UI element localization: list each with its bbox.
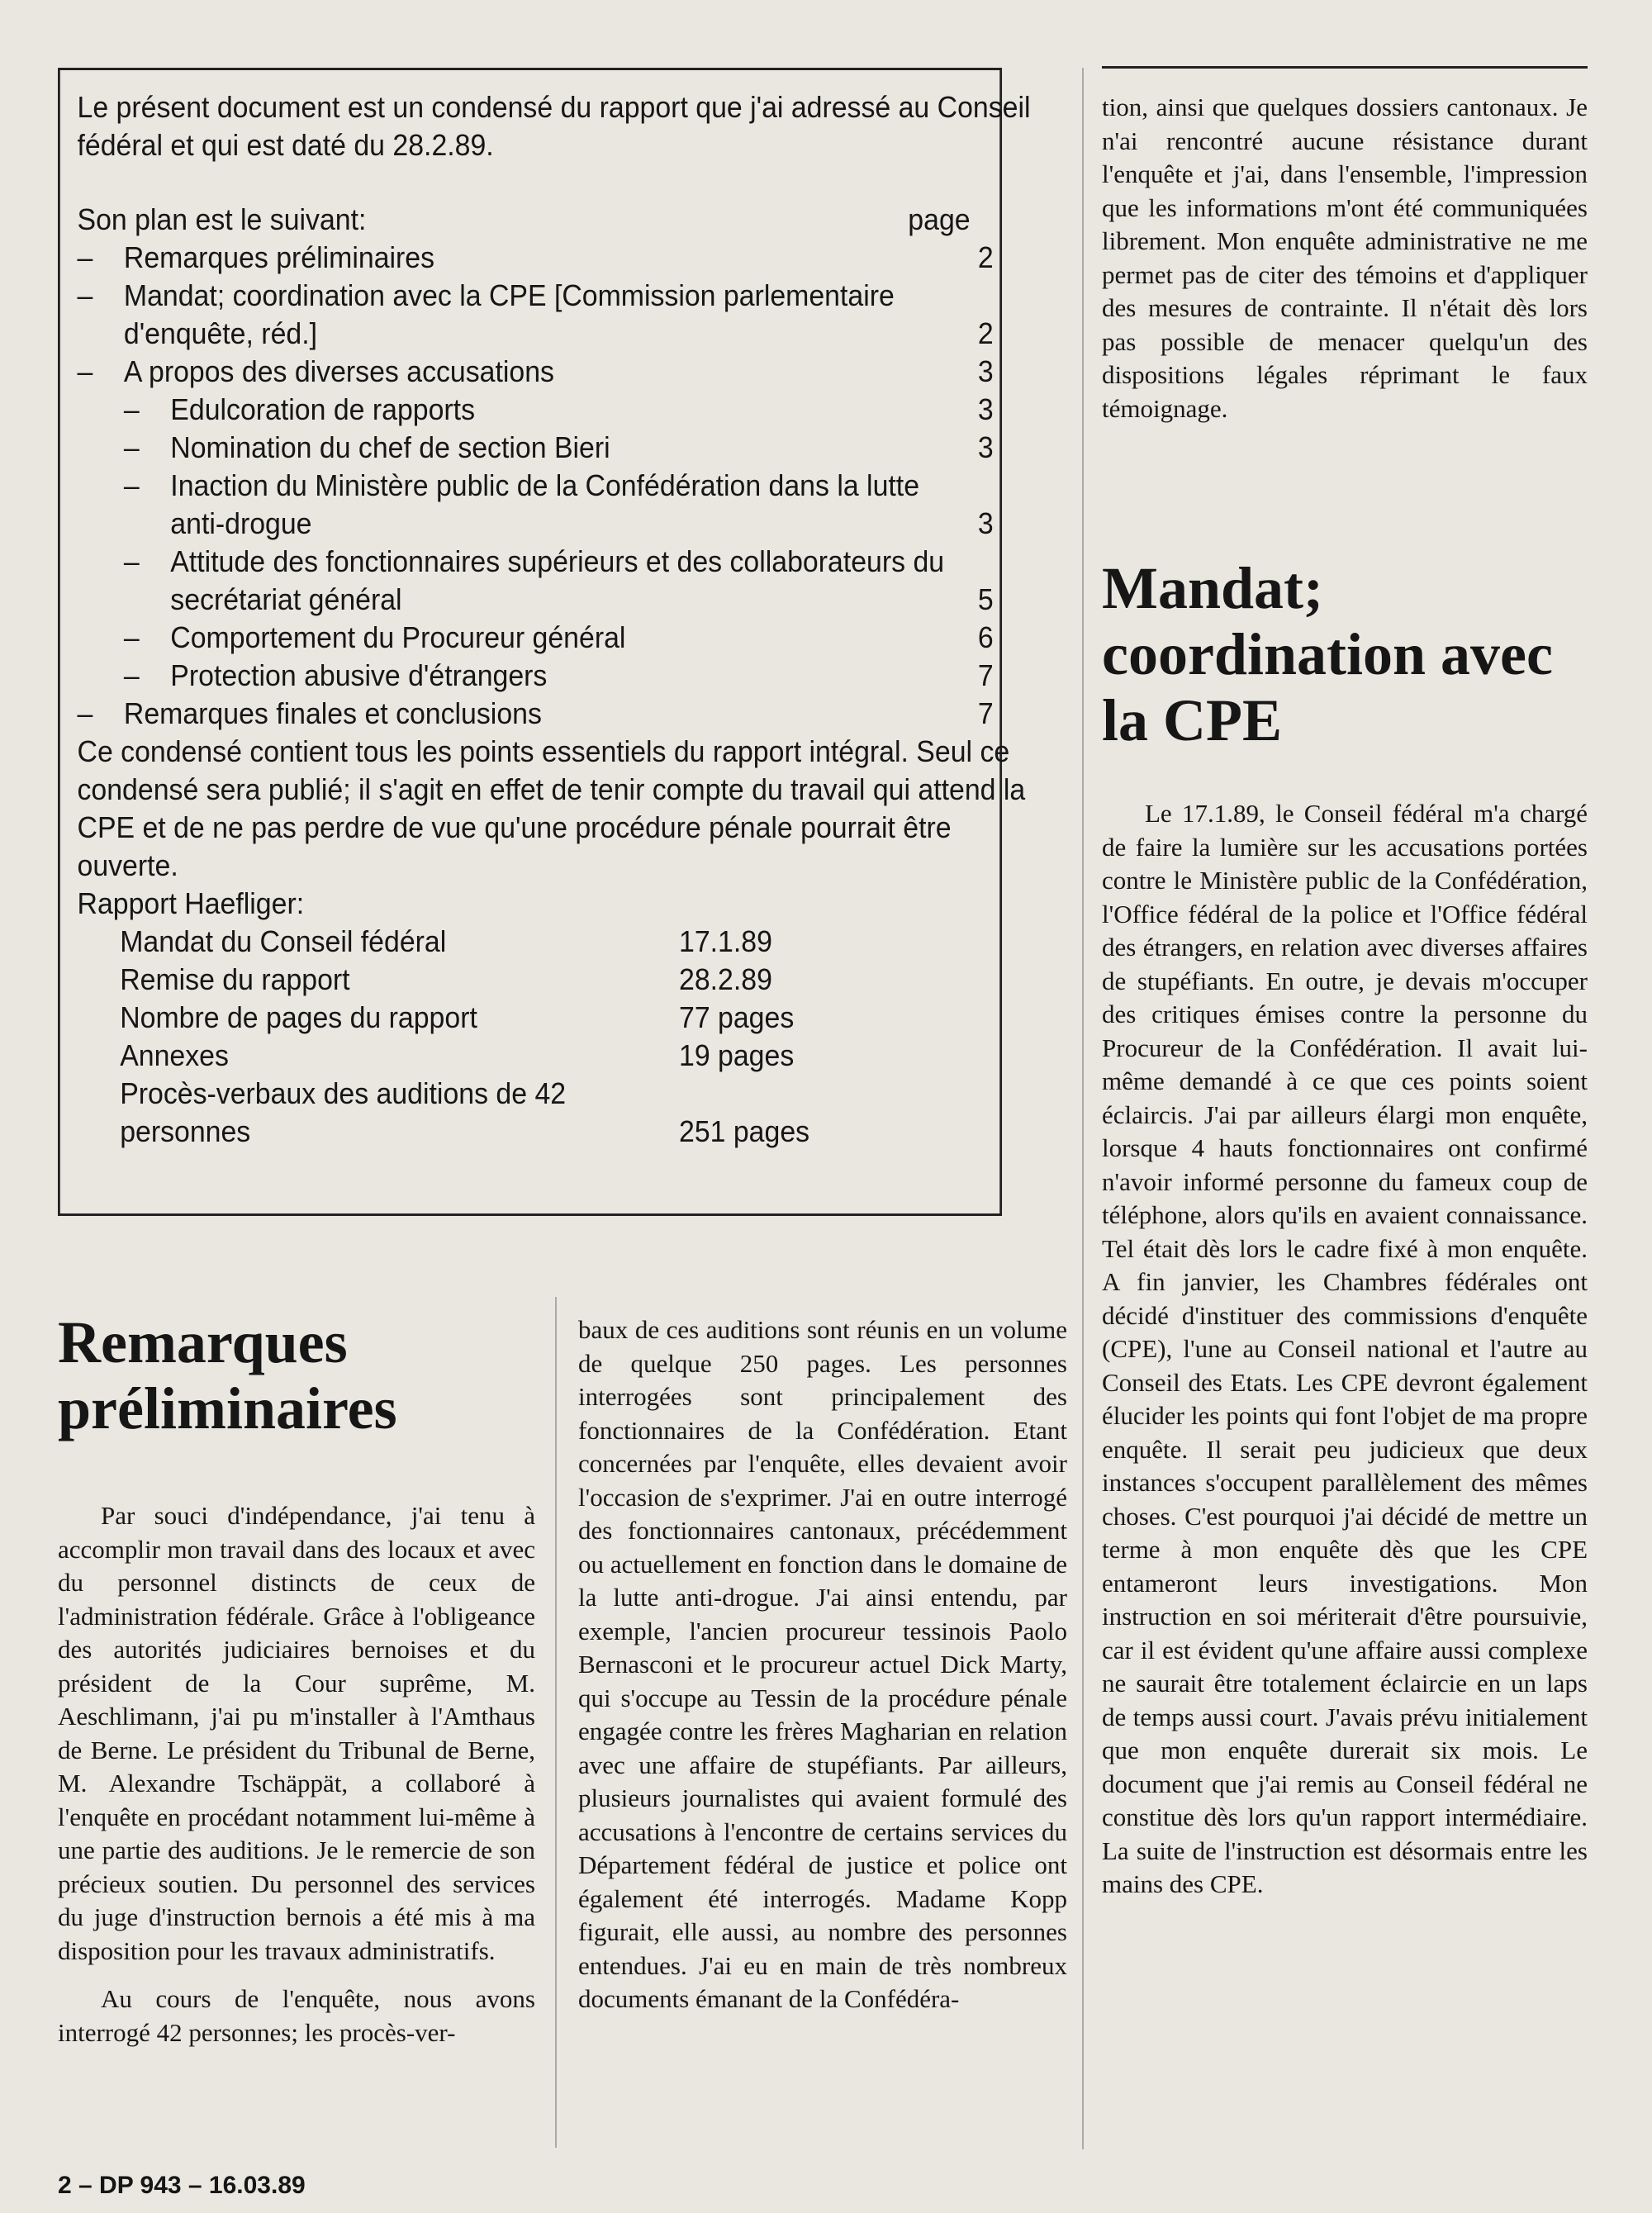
report-row: Remise du rapport 28.2.89 [120,962,772,996]
toc-subitem: – Inaction du Ministère public de la Confédération dans la lutte anti-drogue 3 [123,468,994,540]
toc-item: – A propos des diverses accusations 3 [77,354,994,388]
paragraph: baux de ces auditions sont réunis en un volume de quelque 250 pages. Les personnes interrogées sont principalement des fonctionnaires de la Confédération. Etant concernées par l'enquête, elles devaient avoir l'occasion de s'exprimer. J'ai en outre interrogé des fonctionnaires cantonaux, précédemment ou actuellement en fonction dans le domaine de la lutte anti-drogue. J'ai ainsi entendu, par exemple, l'ancien procureur tessinois Paolo Bernasconi et le procureur actuel Dick Marty, qui s'occupe au Tessin de la procédure pénale engagée contre les frères Magharian en relation avec une affaire de stupéfiants. Par ailleurs, plusieurs journalistes qui avaient formulé des accusations à l'encontre de certains services du Département fédéral de justice et police ont également été interrogés. Madame Kopp figurait, elle aussi, au nombre des personnes entendues. J'ai eu en main de très nombreux documents émanant de la Confédéra- [578,1315,1067,2013]
headline-mandat: Mandat; coordination avec la CPE [1102,555,1553,753]
article-column-left [58,1499,535,2049]
paragraph: Au cours de l'enquête, nous avons interrogé 42 personnes; les procès-ver- [58,1984,535,2047]
summary-essentials: Ce condensé contient tous les points essentiels du rapport intégral. Seul ce condensé sera publié; il s'agit en effet de tenir compte du travail qui attend la CPE et de ne pas perdre de vue qu'une procédure pénale pourrait être ouverte. [77,734,1026,882]
toc-item: – Remarques préliminaires 2 [77,240,994,274]
paragraph: Le 17.1.89, le Conseil fédéral m'a chargé de faire la lumière sur les accusations portées contre le Ministère public de la Confédération, l'Office fédéral de la police et l'Office fédéral des étrangers, en relation avec diverses affaires de stupéfiants. En outre, je devais m'occuper des critiques émises contre la personne du Procureur de la Confédération. Il avait lui-même demandé à ce que ces points soient éclaircis. J'ai par ailleurs élargi mon enquête, lorsque 4 hauts fonctionnaires ont confirmé n'avoir informé personne du fameux coup de téléphone, alors qu'ils en avaient connaissance. Tel était dès lors le cadre fixé à mon enquête. A fin janvier, les Chambres fédérales ont décidé d'instituer des commissions d'enquête (CPE), l'une au Conseil national et l'autre au Conseil des Etats. Les CPE devront également élucider les points qui font l'objet de ma propre enquête. Il serait peu judicieux que deux instances s'occupent parallèlement des mêmes choses. C'est pourquoi j'ai décidé de mettre un terme à mon enquête dès que les CPE entameront leurs investigations. Mon instruction en soi mériterait d'être poursuivie, car il est évident qu'une affaire aussi complexe ne saurait être totalement éclaircie en un laps de temps aussi court. J'avais prévu initialement que mon enquête durerait six mois. Le document que j'ai remis au Conseil fédéral ne constitue dès lors qu'un rapport intermédiaire. La suite de l'instruction est désormais entre les mains des CPE. [1102,799,1588,1898]
report-row: Nombre de pages du rapport 77 pages [120,1000,795,1034]
report-title: Rapport Haefliger: [77,886,305,920]
article-column-right-top [1102,91,1588,425]
report-row: Mandat du Conseil fédéral 17.1.89 [120,924,772,958]
toc-subitem: – Edulcoration de rapports 3 [123,392,994,426]
report-row: Procès-verbaux des auditions de 42 personnes 251 pages [120,1076,810,1148]
plan-header [78,201,971,239]
toc-subitem: – Nomination du chef de section Bieri 3 [123,430,994,464]
article-column-middle [578,1313,1067,2016]
toc-item: – Mandat; coordination avec la CPE [Commission parlementaire d'enquête, réd.] 2 [77,278,994,350]
report-facts [78,923,932,1151]
toc-subitem: – Attitude des fonctionnaires supérieurs et des collaborateurs du secrétariat général 5 [123,544,994,616]
column-divider [555,1297,557,2148]
top-rule [1102,66,1588,69]
toc-subitem: – Protection abusive d'étrangers 7 [123,658,994,692]
page-column-label: page [908,202,971,236]
plan-label: Son plan est le suivant: [77,202,367,236]
toc-item: – Remarques finales et conclusions 7 [77,696,994,730]
headline-remarques: Remarques préliminaires [58,1309,397,1441]
column-divider [1082,68,1084,2149]
paragraph: tion, ainsi que quelques dossiers cantonaux. Je n'ai rencontré aucune résistance durant l'enquête et j'ai, dans l'ensemble, l'impression que les informations m'ont été communiquées librement. Mon enquête administrative ne me permet pas de citer des témoins et d'appliquer des mesures de contrainte. Il n'était dès lors pas possible de menacer quelqu'un des dispositions légales réprimant le faux témoignage. [1102,93,1588,423]
table-of-contents [78,239,994,733]
page-footer: 2 – DP 943 – 16.03.89 [58,2172,306,2199]
toc-subitem: – Comportement du Procureur général 6 [123,620,994,654]
article-column-right [1102,797,1588,1902]
summary-intro: Le présent document est un condensé du rapport que j'ai adressé au Conseil fédéral et qui est daté du 28.2.89. [77,90,1031,162]
paragraph: Par souci d'indépendance, j'ai tenu à accomplir mon travail dans des locaux et avec du personnel distincts de ceux de l'administration fédérale. Grâce à l'obligeance des autorités judiciaires bernoises et du président de la Cour suprême, M. Aeschlimann, j'ai pu m'installer à l'Amthaus de Berne. Le président du Tribunal de Berne, M. Alexandre Tschäppät, a collaboré à l'enquête en procédant notamment lui-même à une partie des auditions. Je le remercie de son précieux soutien. Du personnel des services du juge d'instruction bernois a été mis à ma disposition pour les travaux administratifs. [58,1501,535,1965]
summary-box [58,68,1031,1216]
report-row: Annexes 19 pages [120,1038,795,1072]
